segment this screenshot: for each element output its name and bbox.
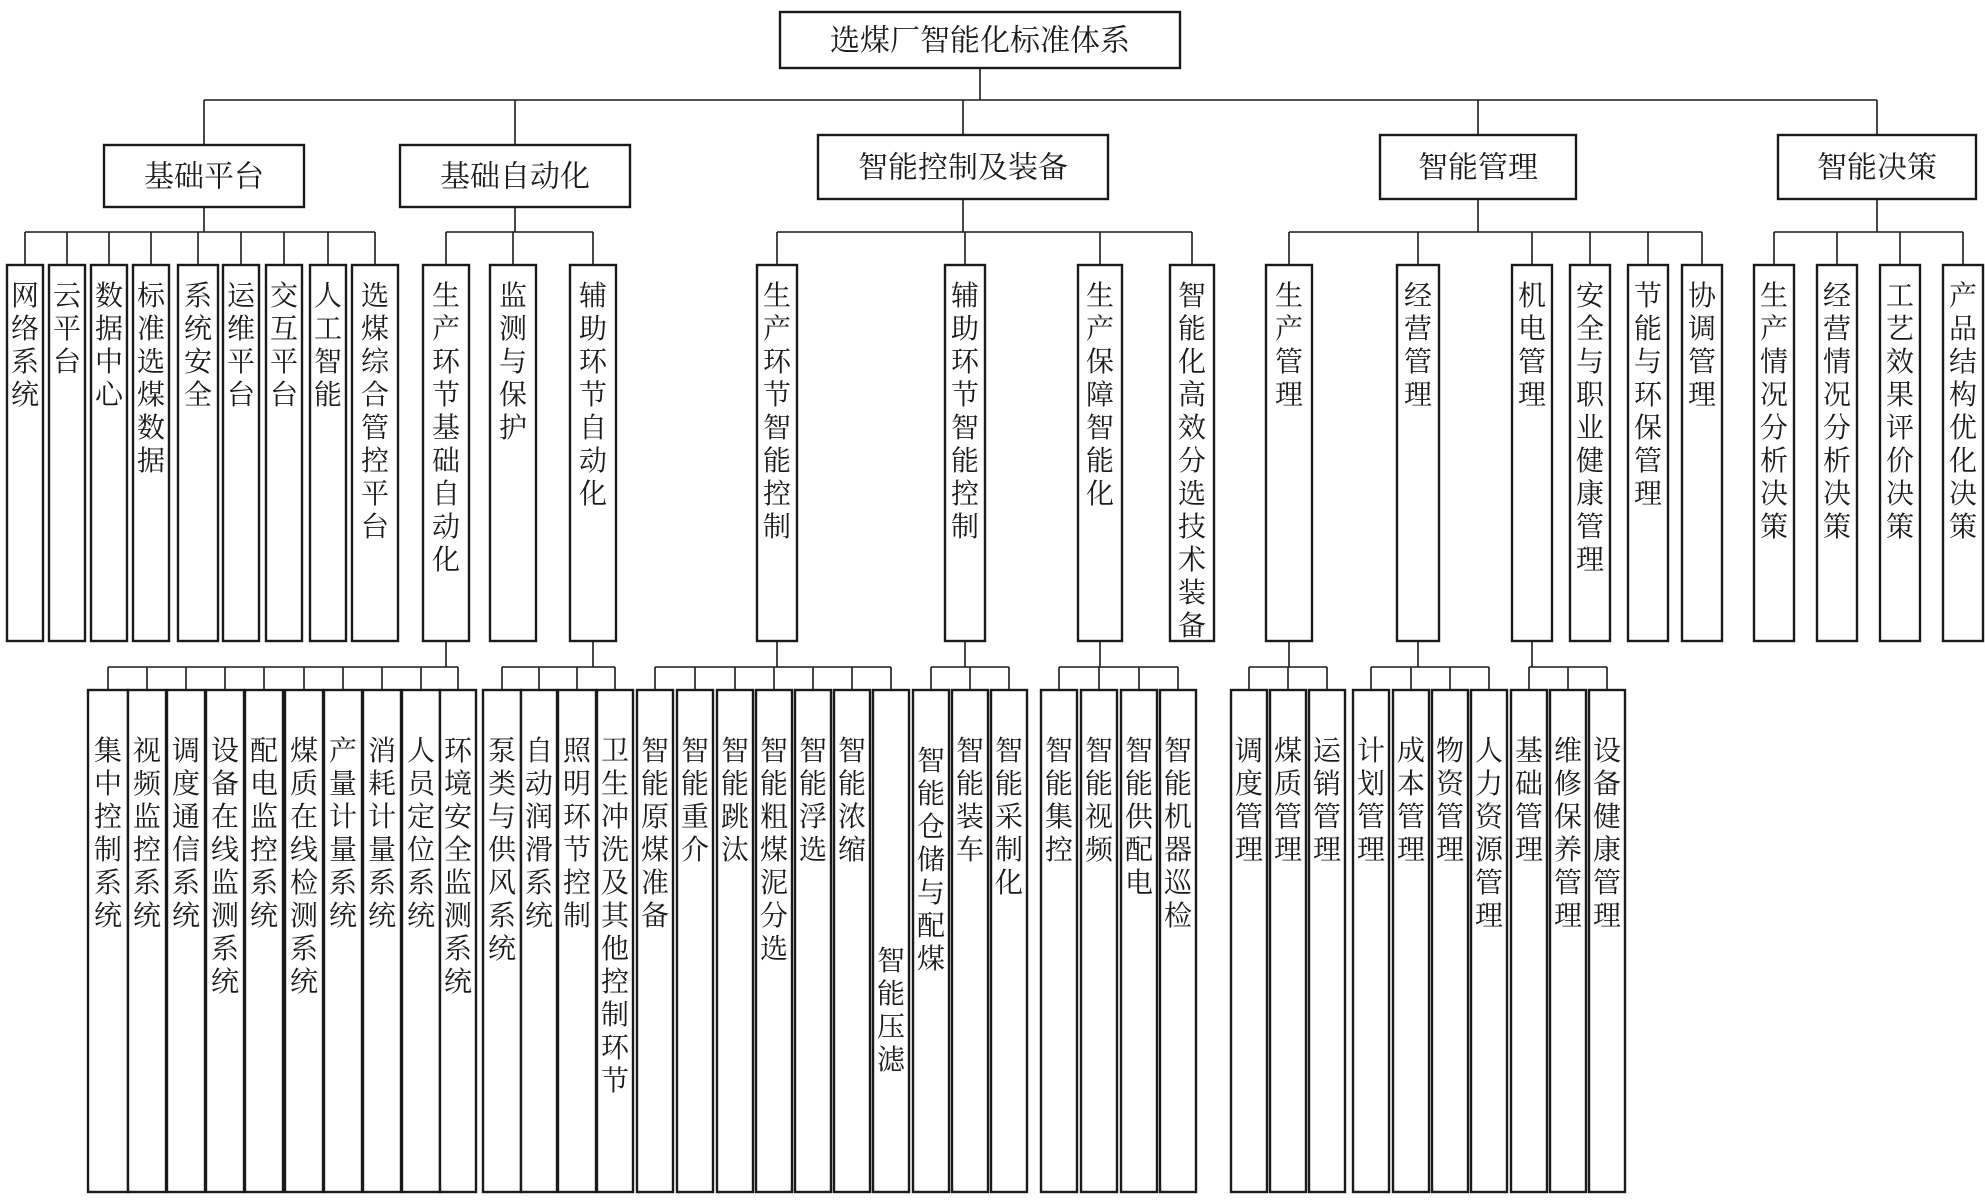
item-3-2-label: 辅助环节智能控制 <box>950 279 980 543</box>
item-5-4-label: 产品结构优化决策 <box>1948 279 1978 543</box>
subitem-2-3-1-label: 泵类与供风系统 <box>487 734 517 965</box>
category-1 <box>104 145 304 207</box>
subitem-2-1-3-label: 调度通信系统 <box>171 734 201 932</box>
item-4-4 <box>1570 265 1610 641</box>
item-4-6 <box>1682 265 1722 641</box>
subitem-3-1-1-label: 智能原煤准备 <box>640 734 670 932</box>
subitem-3-1-6 <box>834 690 870 1192</box>
subitem-4-3-2-label: 维修保养管理 <box>1553 734 1583 932</box>
subitem-3-3-3 <box>1121 690 1157 1192</box>
subitem-2-1-9-label: 人员定位系统 <box>406 734 436 932</box>
subitem-2-1-3 <box>167 690 205 1192</box>
subitem-4-2-2 <box>1393 690 1429 1192</box>
item-4-2-label: 经营管理 <box>1403 279 1433 411</box>
subitem-4-2-1 <box>1353 690 1389 1192</box>
subitem-3-2-1 <box>913 690 949 1192</box>
item-5-4 <box>1943 265 1983 641</box>
item-1-2-label: 云平台 <box>52 279 82 378</box>
item-3-4 <box>1170 265 1214 642</box>
subitem-2-1-7 <box>324 690 362 1192</box>
subitem-3-3-3-label: 智能供配电 <box>1124 734 1154 899</box>
root-node <box>780 12 1180 68</box>
item-3-3 <box>1078 265 1122 641</box>
subitem-2-1-8 <box>363 690 401 1192</box>
item-4-6-label: 协调管理 <box>1687 279 1717 411</box>
subitem-2-1-9 <box>402 690 440 1192</box>
tree-nodes <box>7 12 1983 1192</box>
subitem-4-3-1-label: 基础管理 <box>1514 734 1544 866</box>
subitem-3-1-3-label: 智能跳汰 <box>720 734 750 866</box>
item-4-3 <box>1512 265 1552 641</box>
root-node-label: 选煤厂智能化标准体系 <box>830 23 1130 59</box>
subitem-2-3-2-label: 自动润滑系统 <box>524 734 554 932</box>
subitem-3-3-2-label: 智能视频 <box>1084 734 1114 866</box>
subitem-3-1-2-label: 智能重介 <box>680 734 710 866</box>
subitem-4-1-2-label: 煤质管理 <box>1273 734 1303 866</box>
item-3-1-label: 生产环节智能控制 <box>762 279 792 543</box>
item-1-3 <box>91 265 127 641</box>
item-5-3-label: 工艺效果评价决策 <box>1885 279 1915 543</box>
subitem-2-3-1 <box>483 690 521 1192</box>
category-2-label: 基础自动化 <box>440 159 590 195</box>
subitem-2-3-3-label: 照明环节控制 <box>562 734 592 932</box>
item-1-6-label: 运维平台 <box>226 279 256 411</box>
subitem-4-1-3-label: 运销管理 <box>1312 734 1342 866</box>
subitem-4-3-3 <box>1589 690 1625 1192</box>
item-2-1-label: 生产环节基础自动化 <box>431 279 461 576</box>
item-4-3-label: 机电管理 <box>1517 279 1547 411</box>
subitem-4-2-2-label: 成本管理 <box>1396 734 1426 866</box>
subitem-3-1-6-label: 智能浓缩 <box>837 734 867 866</box>
category-5 <box>1778 135 1976 199</box>
subitem-3-3-2 <box>1081 690 1117 1192</box>
item-1-1 <box>7 265 43 641</box>
subitem-2-3-2 <box>521 690 557 1192</box>
subitem-2-3-4-label: 卫生冲洗及其他控制环节 <box>600 734 630 1097</box>
subitem-3-3-1 <box>1041 690 1077 1192</box>
subitem-2-1-8-label: 消耗计量系统 <box>367 734 397 932</box>
subitem-2-1-6-label: 煤质在线检测系统 <box>289 734 319 998</box>
category-3-label: 智能控制及装备 <box>858 150 1068 186</box>
category-3 <box>818 135 1108 199</box>
item-1-4 <box>133 265 169 641</box>
item-1-9-label: 选煤综合管控平台 <box>360 279 390 543</box>
subitem-2-1-5-label: 配电监控系统 <box>249 734 279 932</box>
subitem-3-2-2 <box>952 690 988 1192</box>
item-3-2 <box>945 265 985 641</box>
subitem-3-1-7-label: 智能压滤 <box>876 944 906 1076</box>
item-5-1 <box>1754 265 1794 641</box>
item-1-1-label: 网络系统 <box>10 279 40 411</box>
subitem-2-1-4-label: 设备在线监测系统 <box>210 734 240 998</box>
item-5-2-label: 经营情况分析决策 <box>1822 279 1852 543</box>
item-4-2 <box>1397 265 1439 641</box>
subitem-3-3-4-label: 智能机器巡检 <box>1163 734 1193 932</box>
subitem-3-1-2 <box>677 690 713 1192</box>
subitem-2-1-10 <box>440 690 476 1192</box>
subitem-2-1-7-label: 产量计量系统 <box>328 734 358 932</box>
subitem-4-2-3 <box>1432 690 1468 1192</box>
item-2-3-label: 辅助环节自动化 <box>578 279 608 510</box>
subitem-4-1-1 <box>1231 690 1267 1192</box>
item-1-3-label: 数据中心 <box>94 279 124 411</box>
subitem-3-2-3 <box>991 690 1027 1192</box>
subitem-4-3-3-label: 设备健康管理 <box>1592 734 1622 932</box>
category-5-label: 智能决策 <box>1817 150 1937 186</box>
subitem-3-1-4-label: 智能粗煤泥分选 <box>759 734 789 965</box>
subitem-4-1-2 <box>1270 690 1306 1192</box>
item-1-5-label: 系统安全 <box>183 279 213 411</box>
item-1-8-label: 人工智能 <box>313 279 343 411</box>
item-4-4-label: 安全与职业健康管理 <box>1575 279 1605 576</box>
subitem-2-1-5 <box>245 690 283 1192</box>
subitem-2-1-4 <box>206 690 244 1192</box>
item-2-1 <box>423 265 469 641</box>
item-4-1-label: 生产管理 <box>1274 279 1304 411</box>
subitem-2-1-2-label: 视频监控系统 <box>132 734 162 932</box>
category-1-label: 基础平台 <box>144 159 264 195</box>
item-3-4-label: 智能化高效分选技术装备 <box>1177 279 1207 642</box>
subitem-2-1-6 <box>285 690 323 1192</box>
item-1-4-label: 标准选煤数据 <box>136 279 166 477</box>
item-1-2 <box>49 265 85 641</box>
subitem-4-2-3-label: 物资管理 <box>1435 734 1465 866</box>
subitem-3-2-2-label: 智能装车 <box>955 734 985 866</box>
subitem-3-1-7 <box>873 690 909 1192</box>
category-4-label: 智能管理 <box>1418 150 1538 186</box>
item-1-9 <box>352 265 398 641</box>
item-4-5 <box>1628 265 1668 641</box>
category-2 <box>400 145 630 207</box>
subitem-3-1-7-frame <box>873 690 909 1192</box>
subitem-4-2-4-label: 人力资源管理 <box>1474 734 1504 932</box>
subitem-2-1-2 <box>128 690 166 1192</box>
subitem-2-1-1 <box>88 690 128 1192</box>
subitem-2-1-10-label: 环境安全监测系统 <box>443 734 473 998</box>
item-5-1-label: 生产情况分析决策 <box>1759 279 1789 543</box>
subitem-3-1-5-label: 智能浮选 <box>798 734 828 866</box>
subitem-4-2-4 <box>1471 690 1507 1192</box>
subitem-3-1-3 <box>717 690 753 1192</box>
subitem-3-1-1 <box>637 690 673 1192</box>
item-1-8 <box>310 265 346 641</box>
item-3-3-label: 生产保障智能化 <box>1085 279 1115 510</box>
subitem-3-2-3-label: 智能采制化 <box>994 734 1024 899</box>
subitem-3-3-4 <box>1160 690 1196 1192</box>
subitem-4-1-1-label: 调度管理 <box>1234 734 1264 866</box>
subitem-2-3-4 <box>597 690 633 1192</box>
item-5-3 <box>1880 265 1920 641</box>
item-1-6 <box>223 265 259 641</box>
item-1-7 <box>266 265 302 641</box>
subitem-3-3-1-label: 智能集控 <box>1044 734 1074 866</box>
subitem-3-2-1-label: 智能仓储与配煤 <box>916 744 946 975</box>
subitem-4-3-2 <box>1550 690 1586 1192</box>
subitem-3-1-4 <box>756 690 792 1192</box>
subitem-4-2-1-label: 计划管理 <box>1356 734 1386 866</box>
category-4 <box>1380 135 1576 199</box>
item-1-5 <box>178 265 218 641</box>
item-3-1 <box>757 265 797 641</box>
item-2-3 <box>570 265 616 641</box>
subitem-2-3-3 <box>558 690 596 1192</box>
subitem-2-1-1-label: 集中控制系统 <box>93 734 123 932</box>
item-4-5-label: 节能与环保管理 <box>1633 279 1663 510</box>
item-1-7-label: 交互平台 <box>269 279 299 411</box>
subitem-4-1-3 <box>1309 690 1345 1192</box>
item-4-1 <box>1266 265 1312 641</box>
item-2-2 <box>490 265 536 641</box>
subitem-4-3-1 <box>1511 690 1547 1192</box>
item-5-2 <box>1817 265 1857 641</box>
subitem-3-1-5 <box>795 690 831 1192</box>
item-2-2-label: 监测与保护 <box>498 279 528 444</box>
